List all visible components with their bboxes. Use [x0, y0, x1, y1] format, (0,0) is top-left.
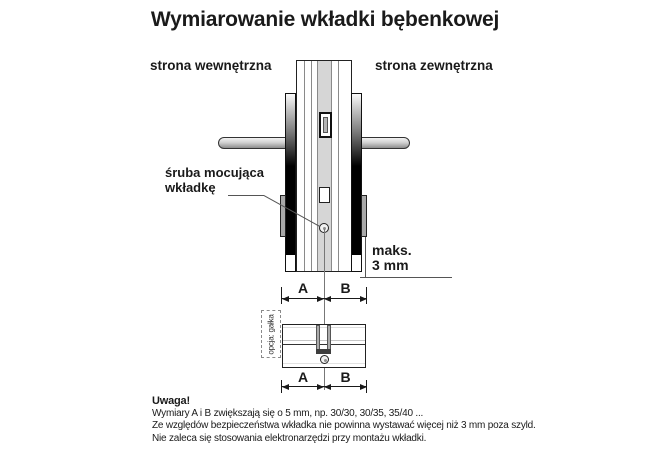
shield-inner	[285, 93, 296, 272]
cylinder-end-inner	[280, 195, 286, 237]
max-callout-line1: maks.	[372, 242, 412, 258]
notes-heading: Uwaga!	[152, 395, 190, 407]
cam-notch-base	[316, 349, 331, 354]
cylinder-end-outer	[361, 195, 367, 237]
screw-callout-line1: śruba mocująca	[165, 165, 264, 180]
label-outer-side: strona zewnętrzna	[375, 58, 493, 73]
note-line: Ze względów bezpieczeństwa wkładka nie powinna wystawać więcej niż 3 mm poza szyld.	[152, 420, 536, 432]
knob-option-box	[261, 310, 281, 358]
shield-inner-shading	[286, 94, 295, 255]
door-layer-line	[304, 61, 305, 271]
spindle-hub	[319, 112, 332, 138]
spindle-hub-bar	[323, 117, 328, 133]
dim-arrow	[360, 296, 367, 302]
dim-arrow	[324, 296, 331, 302]
max-leader-vertical	[365, 237, 366, 278]
notes-block	[152, 394, 632, 445]
max-leader-horizontal	[360, 277, 452, 278]
note-line: Nie zaleca się stosowania elektronarzędzi przy montażu wkładki.	[152, 432, 427, 444]
shield-outer-shading	[352, 94, 361, 255]
note-line: Wymiary A i B zwiększają się o 5 mm, np. 30/30, 30/35, 35/40 ...	[152, 408, 424, 419]
door-layer-line	[311, 61, 312, 271]
screw-dot	[324, 359, 327, 362]
cam-notch	[316, 325, 331, 354]
dim-arrow	[317, 296, 324, 302]
screw-callout-line2: wkładkę	[165, 180, 216, 195]
label-inner-side: strona wewnętrzna	[150, 58, 272, 73]
screw-leader-line	[228, 195, 264, 196]
page-title: Wymiarowanie wkładki bębenkowej	[150, 8, 500, 31]
fixing-screw-symbol-lower	[320, 355, 329, 364]
screw-callout	[165, 165, 264, 195]
cam-slot	[319, 187, 330, 203]
knob-option-label: opcja: gałka	[266, 313, 276, 355]
dim-label-a-upper: A	[297, 280, 309, 296]
dim-arrow	[282, 296, 289, 302]
dim-label-b-lower: B	[340, 369, 351, 385]
dim-label-b-upper: B	[340, 280, 351, 296]
max-callout-line2: 3 mm	[372, 257, 409, 273]
shield-outer	[351, 93, 362, 272]
max-protrusion-callout	[372, 243, 412, 273]
dim-label-a-lower: A	[297, 369, 309, 385]
spindle-rod-left	[218, 137, 288, 149]
door-layer-line	[338, 61, 339, 271]
spindle-rod-right	[360, 137, 410, 149]
